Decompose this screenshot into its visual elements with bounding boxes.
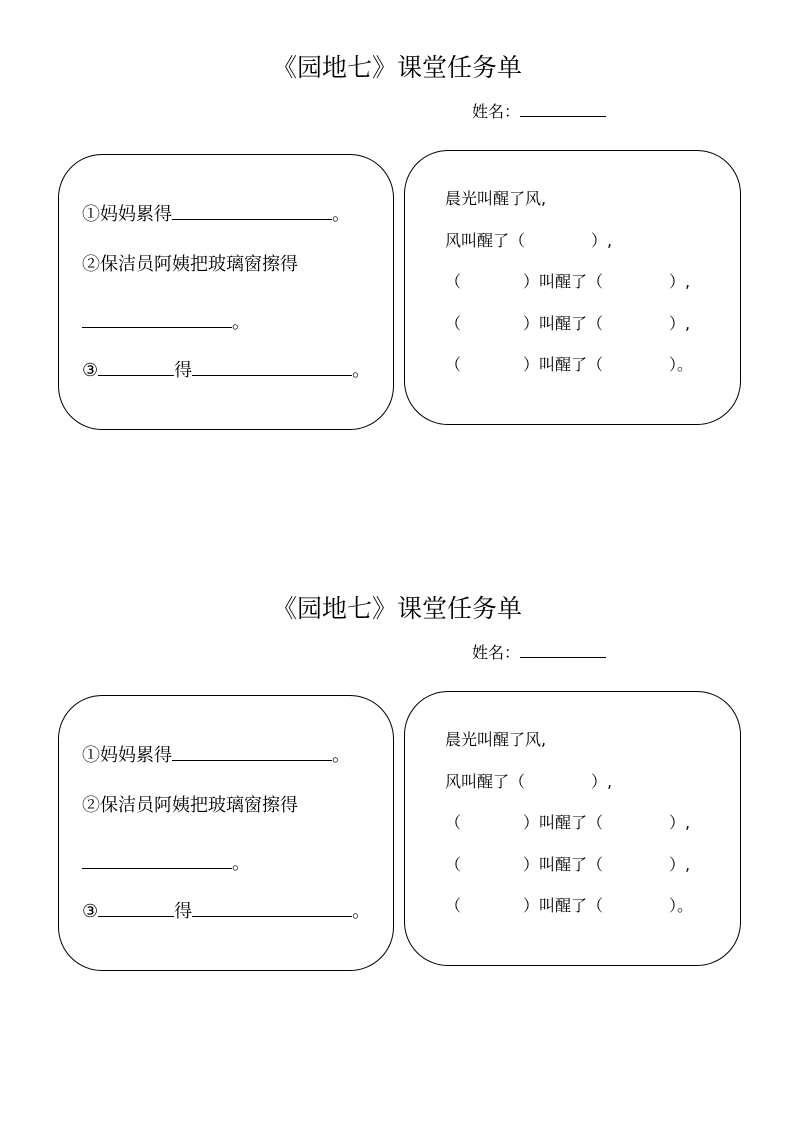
sheet-title: 《园地七》课堂任务单 <box>271 594 522 623</box>
name-blank[interactable] <box>520 641 606 658</box>
sentence-3-mid: 得 <box>174 360 193 381</box>
poem-line-3 <box>445 271 690 293</box>
poem-text: ）, <box>591 772 613 791</box>
poem-line-1: 晨光叫醒了风, <box>445 189 547 208</box>
sentence-2-end: 。 <box>232 312 250 333</box>
sentence-1-end: 。 <box>332 745 350 766</box>
sentence-1 <box>82 742 350 768</box>
sentence-2-end: 。 <box>232 853 250 874</box>
poem-line-5 <box>445 354 693 376</box>
poem-text: 风叫醒了（ <box>445 772 526 791</box>
poem-text: 风叫醒了（ <box>445 231 526 250</box>
task-sheet-1 <box>0 0 794 440</box>
name-label: 姓名： <box>472 643 521 662</box>
poem-text: （ <box>445 855 462 874</box>
poem-text: ）, <box>669 855 691 874</box>
answer-blank[interactable] <box>98 898 174 917</box>
poem-text: （ <box>445 896 462 915</box>
poem-text: ）, <box>591 231 613 250</box>
poem-line-2 <box>445 230 612 252</box>
poem-text: ）, <box>669 813 691 832</box>
answer-blank[interactable] <box>82 850 232 869</box>
name-label: 姓名： <box>472 102 521 121</box>
sentence-1-text: ①妈妈累得 <box>82 745 172 766</box>
task-sheet-2 <box>0 541 794 981</box>
poem-box <box>404 150 741 425</box>
poem-text: ）叫醒了（ <box>523 855 604 874</box>
sentence-3-mid: 得 <box>174 901 193 922</box>
poem-line-3 <box>445 812 690 834</box>
answer-blank[interactable] <box>192 357 352 376</box>
answer-blank[interactable] <box>98 357 174 376</box>
sentence-2: ②保洁员阿姨把玻璃窗擦得 <box>82 254 298 275</box>
answer-blank[interactable] <box>172 742 332 761</box>
poem-line-1: 晨光叫醒了风, <box>445 730 547 749</box>
sentence-3-start: ③ <box>82 360 99 381</box>
sentence-3 <box>82 357 370 383</box>
poem-line-5 <box>445 895 693 917</box>
sentence-3-end: 。 <box>352 360 371 381</box>
answer-blank[interactable] <box>192 898 352 917</box>
poem-text: （ <box>445 355 462 374</box>
answer-blank[interactable] <box>172 201 332 220</box>
poem-line-4 <box>445 313 690 335</box>
sentence-1-end: 。 <box>332 204 350 225</box>
poem-line-2 <box>445 771 612 793</box>
sentence-2-cont <box>82 309 250 335</box>
poem-box <box>404 691 741 966</box>
sheet-title: 《园地七》课堂任务单 <box>271 53 522 82</box>
poem-text: ）叫醒了（ <box>523 272 604 291</box>
poem-line-4 <box>445 854 690 876</box>
sentence-2: ②保洁员阿姨把玻璃窗擦得 <box>82 795 298 816</box>
name-blank[interactable] <box>520 100 606 117</box>
sentence-1 <box>82 201 350 227</box>
poem-text: ）, <box>669 314 691 333</box>
answer-blank[interactable] <box>82 309 232 328</box>
poem-text: （ <box>445 314 462 333</box>
poem-text: ）叫醒了（ <box>523 314 604 333</box>
sentence-3-end: 。 <box>352 901 371 922</box>
sentence-3-start: ③ <box>82 901 99 922</box>
poem-text: ）叫醒了（ <box>523 355 604 374</box>
poem-text: （ <box>445 272 462 291</box>
poem-text: ）。 <box>669 355 694 374</box>
poem-text: ）叫醒了（ <box>523 896 604 915</box>
poem-text: ）。 <box>669 896 694 915</box>
name-field <box>472 100 606 123</box>
poem-text: （ <box>445 813 462 832</box>
sentence-box <box>58 695 394 971</box>
name-field <box>472 641 606 664</box>
sentence-3 <box>82 898 370 924</box>
poem-text: ）, <box>669 272 691 291</box>
sentence-2-cont <box>82 850 250 876</box>
sentence-1-text: ①妈妈累得 <box>82 204 172 225</box>
sentence-box <box>58 154 394 430</box>
poem-text: ）叫醒了（ <box>523 813 604 832</box>
